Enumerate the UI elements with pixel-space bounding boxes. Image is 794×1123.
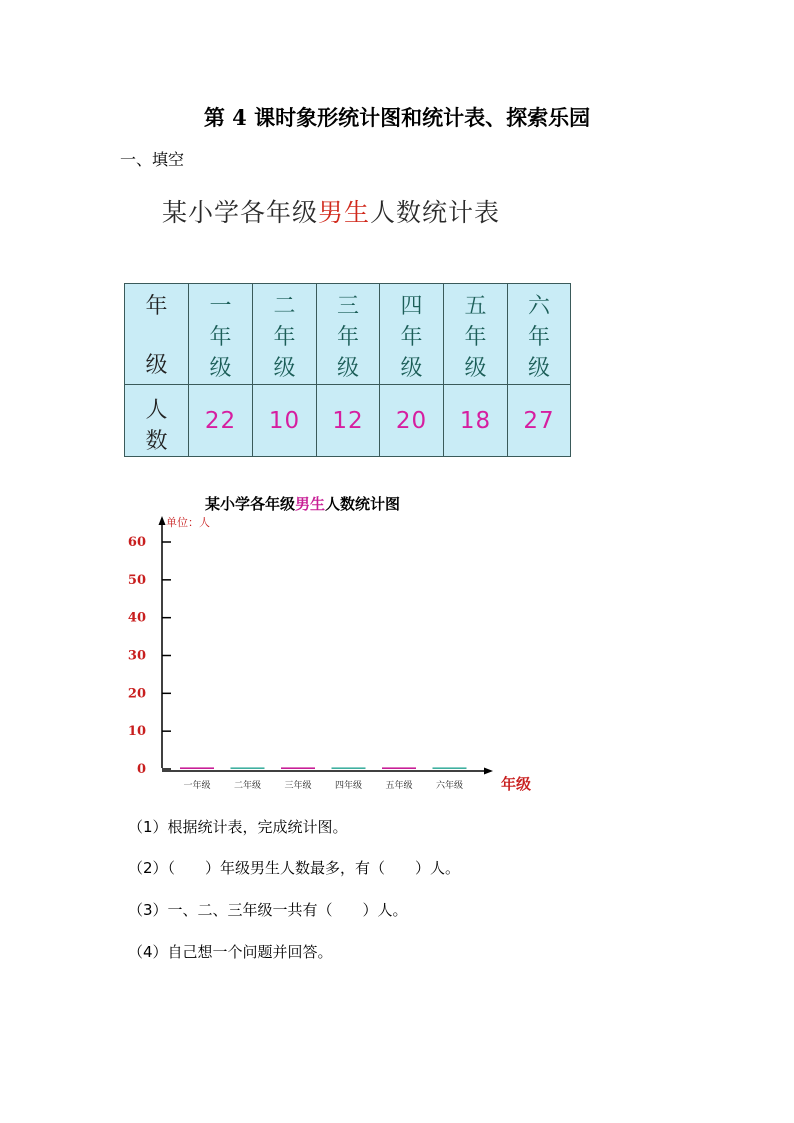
grade-char: 二 xyxy=(273,294,296,319)
chart-title-part2: 人数统计图 xyxy=(325,495,401,513)
x-category-label: 五年级 xyxy=(385,781,413,791)
y-axis-arrow xyxy=(159,516,166,525)
section-heading: 一、填空 xyxy=(120,150,185,169)
x-category-label: 四年级 xyxy=(334,781,363,791)
bar xyxy=(281,767,315,769)
grade-char: 级 xyxy=(400,356,423,381)
table-row-grades xyxy=(125,284,571,385)
count-cell-2 xyxy=(253,385,317,457)
row-header-count-char2: 数 xyxy=(145,428,168,454)
count-cell-4 xyxy=(380,385,444,457)
grade-char: 年 xyxy=(527,325,550,350)
grade-cell-1 xyxy=(189,284,253,385)
count-value: 22 xyxy=(204,407,237,434)
grade-char: 三 xyxy=(336,294,359,319)
table-title-part1: 某小学各年级 xyxy=(162,198,319,227)
stats-table xyxy=(124,283,571,457)
x-category-label: 一年级 xyxy=(183,781,211,791)
x-axis-label: 年级 xyxy=(501,775,532,793)
y-tick-label: 30 xyxy=(127,648,146,664)
unit-label: 单位：人 xyxy=(166,516,210,529)
count-value: 12 xyxy=(332,407,364,434)
table-row-counts xyxy=(125,385,571,457)
row-header-grade-char1: 年 xyxy=(145,294,168,319)
grade-char: 一 xyxy=(209,294,232,319)
count-cell-3 xyxy=(317,385,380,457)
count-value: 27 xyxy=(523,407,555,434)
grade-cell-3 xyxy=(317,284,380,385)
question-4: （4）自己想一个问题并回答。 xyxy=(128,943,333,961)
y-tick-label: 50 xyxy=(127,572,146,588)
bar xyxy=(231,767,265,769)
grade-char: 四 xyxy=(400,294,423,319)
row-header-grade xyxy=(125,284,189,385)
grade-char: 年 xyxy=(336,325,359,350)
y-tick-label: 40 xyxy=(127,610,146,626)
row-header-grade-char2: 级 xyxy=(145,353,168,378)
y-tick-label: 10 xyxy=(127,724,146,740)
grade-char: 五 xyxy=(464,294,487,319)
bar xyxy=(180,767,214,769)
bar xyxy=(382,767,416,769)
grade-char: 级 xyxy=(527,356,550,381)
count-value: 20 xyxy=(395,407,428,434)
count-cell-1 xyxy=(189,385,253,457)
grade-cell-2 xyxy=(253,284,317,385)
row-header-count xyxy=(125,385,189,457)
count-cell-5 xyxy=(444,385,508,457)
grade-char: 级 xyxy=(273,356,296,381)
grade-char: 年 xyxy=(464,325,487,350)
x-category-label: 六年级 xyxy=(435,781,464,791)
x-axis-arrow xyxy=(484,768,493,775)
row-header-count-char1: 人 xyxy=(145,397,168,423)
question-2: （2）（ ）年级男生人数最多，有（ ）人。 xyxy=(128,859,461,877)
bar xyxy=(433,767,467,769)
grade-cell-6 xyxy=(508,284,571,385)
page-title: 第 4 课时象形统计图和统计表、探索乐园 xyxy=(203,105,591,130)
question-1: （1）根据统计表，完成统计图。 xyxy=(128,818,348,836)
chart-title-part1: 某小学各年级 xyxy=(205,495,296,513)
grade-char: 年 xyxy=(209,325,232,350)
bar-chart xyxy=(120,484,550,796)
grade-char: 级 xyxy=(336,356,359,381)
table-title-highlight: 男生 xyxy=(318,198,371,227)
y-tick-label: 20 xyxy=(127,686,146,702)
grade-char: 六 xyxy=(527,294,550,319)
grade-char: 级 xyxy=(464,356,487,381)
x-category-label: 三年级 xyxy=(284,781,312,791)
chart-title xyxy=(205,495,400,513)
count-value: 18 xyxy=(459,407,492,434)
count-value: 10 xyxy=(268,407,301,434)
count-cell-6 xyxy=(508,385,571,457)
grade-char: 级 xyxy=(209,356,232,381)
table-title xyxy=(162,193,500,229)
grade-char: 年 xyxy=(400,325,423,350)
x-category-label: 二年级 xyxy=(233,781,262,791)
table-title-part2: 人数统计表 xyxy=(370,198,501,227)
grade-char: 年 xyxy=(273,325,296,350)
grade-cell-5 xyxy=(444,284,508,385)
y-tick-label: 0 xyxy=(136,762,146,777)
question-3: （3）一、二、三年级一共有（ ）人。 xyxy=(128,901,408,919)
grade-cell-4 xyxy=(380,284,444,385)
y-tick-label: 60 xyxy=(127,535,146,550)
bar xyxy=(332,767,366,769)
chart-title-highlight: 男生 xyxy=(295,495,326,513)
